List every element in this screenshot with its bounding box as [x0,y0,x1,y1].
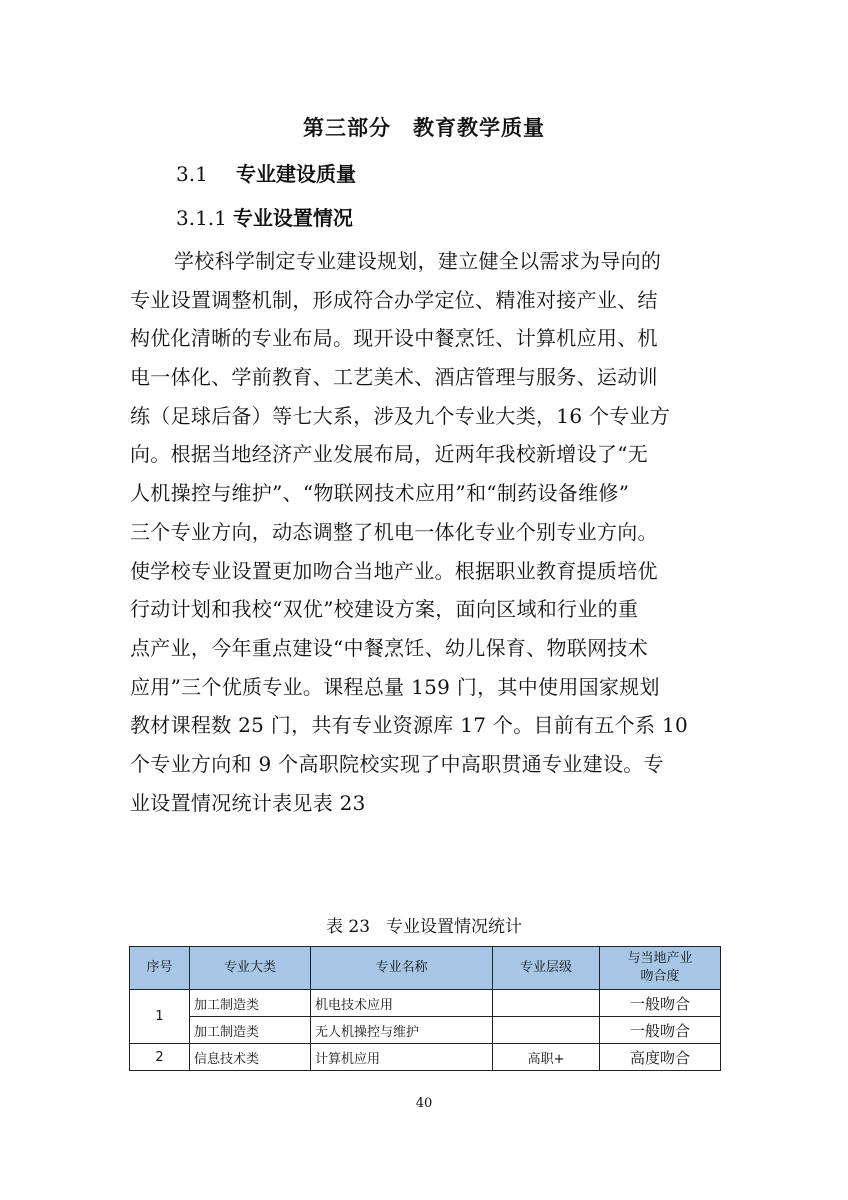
heading-3-number: 3.1.1 [176,206,227,230]
section-name: 教育教学质量 [413,116,545,140]
heading-3-text: 专业设置情况 [232,206,353,230]
cell-level [493,990,600,1017]
section-part: 第三部分 [303,116,391,140]
paragraph-line: 构优化清晰的专业布局。现开设中餐烹饪、计算机应用、机 [130,326,658,351]
table-caption-title: 专业设置情况统计 [386,917,523,937]
table-header-row [130,947,721,990]
table-row [130,990,721,1017]
cell-name: 机电技术应用 [311,990,493,1017]
header-fit: 与当地产业 吻合度 [599,947,720,990]
heading-2-number: 3.1 [176,162,208,186]
header-level: 专业层级 [493,947,600,990]
table-caption [0,912,848,937]
page-number: 40 [415,1096,433,1111]
header-name: 专业名称 [311,947,493,990]
paragraph-line: 使学校专业设置更加吻合当地产业。根据职业教育提质培优 [130,558,658,583]
table-caption-label: 表 23 [325,917,371,937]
paragraph-line: 个专业方向和 9 个高职院校实现了中高职贯通专业建设。专 [130,751,664,776]
section-title [0,112,848,142]
heading-3 [176,202,353,231]
cell-category: 加工制造类 [190,990,311,1017]
paragraph-line: 应用”三个优质专业。课程总量 159 门，其中使用国家规划 [130,674,660,699]
paragraph-line: 练（足球后备）等七大系，涉及九个专业大类，16 个专业方 [130,403,671,428]
cell-level: 高职+ [493,1044,600,1071]
paragraph-line: 行动计划和我校“双优”校建设方案，面向区域和行业的重 [130,597,639,622]
paragraph-line: 学校科学制定专业建设规划，建立健全以需求为导向的 [174,249,662,273]
paragraph-line: 点产业，今年重点建设“中餐烹饪、幼儿保育、物联网技术 [130,635,649,660]
cell-fit: 一般吻合 [599,1017,720,1044]
cell-fit: 一般吻合 [599,990,720,1017]
header-seq: 序号 [130,947,190,990]
paragraph-line: 教材课程数 25 门，共有专业资源库 17 个。目前有五个系 10 [130,713,689,738]
paragraph-line: 人机操控与维护”、“物联网技术应用”和“制药设备维修” [130,481,630,506]
heading-2 [176,158,356,187]
cell-fit: 高度吻合 [599,1044,720,1071]
paragraph-line: 业设置情况统计表见表 23 [130,790,366,815]
cell-category: 加工制造类 [190,1017,311,1044]
cell-name: 无人机操控与维护 [311,1017,493,1044]
paragraph-line: 向。根据当地经济产业发展布局，近两年我校新增设了“无 [130,442,649,467]
paragraph-line: 电一体化、学前教育、工艺美术、酒店管理与服务、运动训 [130,365,658,390]
table-row [130,1017,721,1044]
major-settings-table [129,946,721,1071]
cell-name: 计算机应用 [311,1044,493,1071]
body-paragraph [130,242,722,822]
cell-seq: 2 [130,1044,190,1071]
table-row [130,1044,721,1071]
paragraph-line: 专业设置调整机制，形成符合办学定位、精准对接产业、结 [130,287,658,312]
cell-category: 信息技术类 [190,1044,311,1071]
cell-level [493,1017,600,1044]
paragraph-line: 三个专业方向，动态调整了机电一体化专业个别专业方向。 [130,519,658,544]
header-category: 专业大类 [190,947,311,990]
heading-2-text: 专业建设质量 [236,162,356,186]
cell-seq: 1 [130,990,190,1044]
